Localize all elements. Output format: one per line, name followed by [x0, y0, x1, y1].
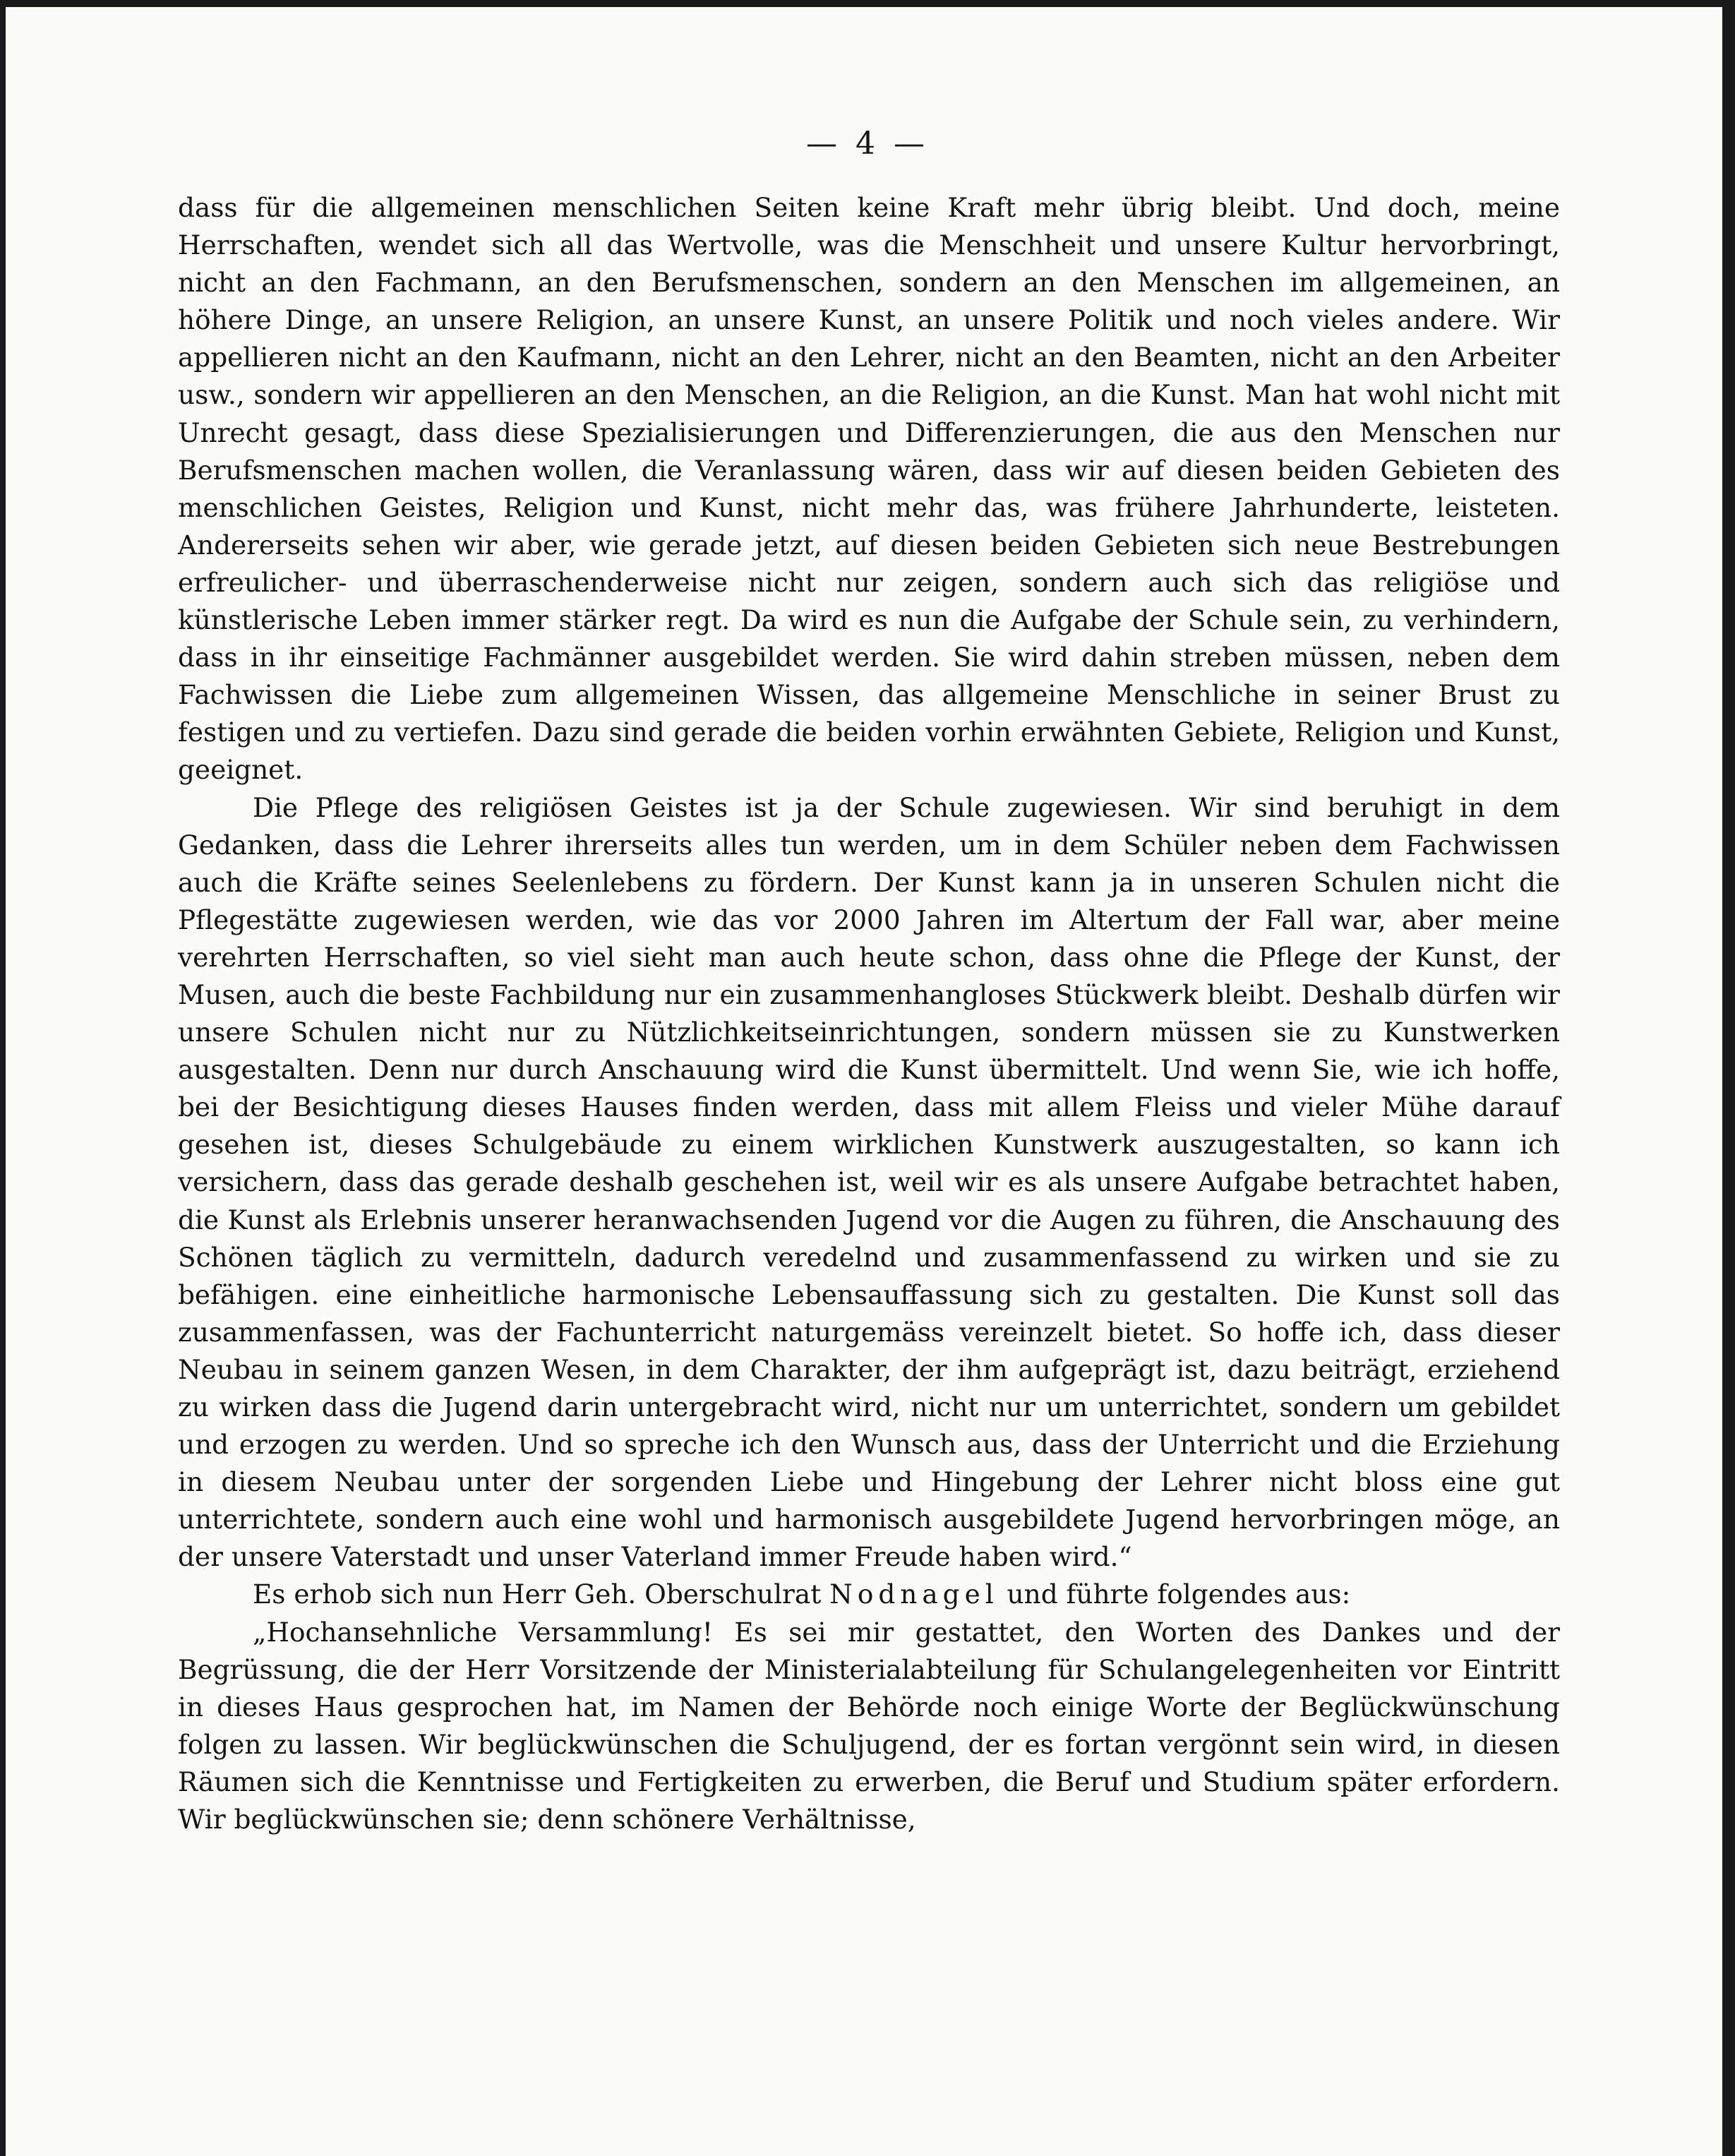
- speech-paragraph: „Hochansehnliche Versammlung! Es sei mir gestattet, den Worten des Dankes und der Begrüssung, die der Herr Vorsitzende der Ministerialabteilung für Schulangelegenheiten vor Eintritt in dieses Haus gesprochen hat, im Namen der Behörde noch einige Worte der Beglückwünschung folgen zu lassen. Wir beglückwünschen die Schuljugend, der es fortan vergönnt sein wird, in diesen Räumen sich die Kenntnisse und Fertigkeiten zu erwerben, die Beruf und Studium später erfordern. Wir beglückwünschen sie; denn schönere Verhältnisse,: [178, 1616, 1560, 1835]
- speaker-intro-after: und führte folgendes aus:: [998, 1579, 1351, 1610]
- paragraph-2: Die Pflege des religiösen Geistes ist ja der Schule zugewiesen. Wir sind beruhigt in dem Gedanken, dass die Lehrer ihrerseits alles tun werden, um in dem Schüler neben dem Fachwissen auch die Kräfte seines Seelenlebens zu fördern. Der Kunst kann ja in unseren Schulen nicht die Pflegestätte zugewiesen werden, wie das vor 2000 Jahren im Altertum der Fall war, aber meine verehrten Herrschaften, so viel sieht man auch heute schon, dass ohne die Pflege der Kunst, der Musen, auch die beste Fachbildung nur ein zusammenhangloses Stückwerk bleibt. Deshalb dürfen wir unsere Schulen nicht nur zu Nützlichkeitseinrichtungen, sondern müssen sie zu Kunstwerken ausgestalten. Denn nur durch Anschauung wird die Kunst übermittelt. Und wenn Sie, wie ich hoffe, bei der Besichtigung dieses Hauses finden werden, dass mit allem Fleiss und vieler Mühe darauf gesehen ist, dieses Schulgebäude zu einem wirklichen Kunstwerk auszugestalten, so kann ich versichern, dass das gerade deshalb geschehen ist, weil wir es als unsere Aufgabe betrachtet haben, die Kunst als Erlebnis unserer heranwachsenden Jugend vor die Augen zu führen, die Anschauung des Schönen täglich zu vermitteln, dadurch veredelnd und zusammenfassend zu wirken und sie zu befähigen. eine einheitliche harmonische Lebensauffassung sich zu gestalten. Die Kunst soll das zusammenfassen, was der Fachunterricht naturgemäss vereinzelt bietet. So hoffe ich, dass dieser Neubau in seinem ganzen Wesen, in dem Charakter, der ihm aufgeprägt ist, dazu beiträgt, erziehend zu wirken dass die Jugend darin untergebracht wird, nicht nur um unterrichtet, sondern um gebildet und erzogen zu werden. Und so spreche ich den Wunsch aus, dass der Unterricht und die Erziehung in diesem Neubau unter der sorgenden Liebe und Hingebung der Lehrer nicht bloss eine gut unterrichtete, sondern auch eine wohl und harmonisch ausgebildete Jugend hervorbringen möge, an der unsere Vaterstadt und unser Vaterland immer Freude haben wird.“: [178, 791, 1560, 1573]
- scan-border-left: [0, 0, 6, 2156]
- scan-border-top: [0, 0, 1735, 7]
- speaker-name: Nodnagel: [829, 1579, 999, 1610]
- paragraph-1: dass für die allgemeinen menschlichen Seiten keine Kraft mehr übrig bleibt. Und doch, meine Herrschaften, wendet sich all das Wertvolle, was die Menschheit und unsere Kultur hervorbringt, nicht an den Fachmann, an den Berufsmenschen, sondern an den Menschen im allgemeinen, an höhere Dinge, an unsere Religion, an unsere Kunst, an unsere Politik und noch vieles andere. Wir appellieren nicht an den Kaufmann, nicht an den Lehrer, nicht an den Beamten, nicht an den Arbeiter usw., sondern wir appellieren an den Menschen, an die Religion, an die Kunst. Man hat wohl nicht mit Unrecht gesagt, dass diese Spezialisierungen und Differenzierungen, die aus den Menschen nur Berufsmenschen machen wollen, die Veranlassung wären, dass wir auf diesen beiden Gebieten des menschlichen Geistes, Religion und Kunst, nicht mehr das, was frühere Jahrhunderte, leisteten. Andererseits sehen wir aber, wie gerade jetzt, auf diesen beiden Gebieten sich neue Bestrebungen erfreulicher- und überraschenderweise nicht nur zeigen, sondern auch sich das religiöse und künstlerische Leben immer stärker regt. Da wird es nun die Aufgabe der Schule sein, zu verhindern, dass in ihr einseitige Fachmänner ausgebildet werden. Sie wird dahin streben müssen, neben dem Fachwissen die Liebe zum allgemeinen Wissen, das allgemeine Menschliche in seiner Brust zu festigen und zu vertiefen. Dazu sind gerade die beiden vorhin erwähnten Gebiete, Religion und Kunst, geeignet.: [178, 192, 1560, 786]
- speaker-intro-before: Es erhob sich nun Herr Geh. Oberschulrat: [253, 1579, 830, 1610]
- page-number: — 4 —: [806, 126, 929, 162]
- speaker-intro: [178, 1576, 1560, 1613]
- scan-border-right: [1722, 0, 1735, 2156]
- body-text: [178, 189, 1560, 1838]
